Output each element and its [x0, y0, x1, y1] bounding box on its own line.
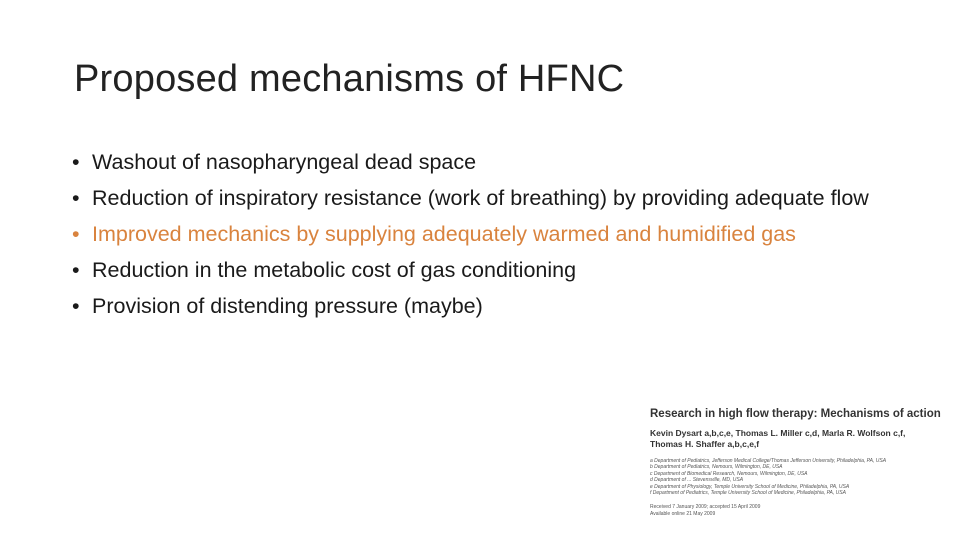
bullet-item	[72, 183, 892, 213]
available-line: Available online 21 May 2009	[650, 510, 716, 517]
bullet-item	[72, 291, 892, 321]
reference-authors-line: Thomas H. Shaffer a,b,c,e,f	[650, 439, 760, 449]
bullet-text: Reduction of inspiratory resistance (work of breathing) by providing adequate flow	[92, 186, 869, 210]
reference-authors	[650, 428, 950, 450]
bullet-text: Reduction in the metabolic cost of gas conditioning	[92, 258, 577, 282]
affiliation-line: f Department of Pediatrics, Temple University School of Medicine, Philadelphia, PA, USA	[650, 490, 846, 497]
received-line: Received 7 January 2009; accepted 15 April 2009	[650, 504, 761, 511]
affiliation-line: c Department of Biomedical Research, Nemours, Wilmington, DE, USA	[650, 470, 808, 477]
reference-clipping	[650, 408, 950, 538]
reference-dates	[650, 504, 950, 517]
bullet-dot: •	[72, 222, 80, 246]
affiliation-line: a Department of Pediatrics, Jefferson Medical College/Thomas Jefferson University, Philadelphia, PA, USA	[650, 458, 887, 464]
reference-affiliations	[650, 458, 950, 496]
bullet-dot: •	[72, 150, 80, 174]
bullet-item	[72, 147, 892, 177]
bullet-dot: •	[72, 258, 80, 282]
bullet-text: Improved mechanics by supplying adequately warmed and humidified gas	[92, 222, 796, 246]
bullet-text: Washout of nasopharyngeal dead space	[92, 150, 477, 174]
bullet-list	[72, 147, 892, 327]
reference-title: Research in high flow therapy: Mechanisms of action	[650, 408, 941, 420]
bullet-item-highlighted	[72, 219, 892, 249]
slide-title: Proposed mechanisms of HFNC	[74, 58, 625, 100]
affiliation-line: d Department of ... Stevensville, MD, USA	[650, 477, 744, 484]
bullet-dot: •	[72, 186, 80, 210]
affiliation-line: b Department of Pediatrics, Nemours, Wilmington, DE, USA	[650, 464, 783, 471]
bullet-item	[72, 255, 892, 285]
bullet-dot: •	[72, 294, 80, 318]
affiliation-line: e Department of Physiology, Temple University School of Medicine, Philadelphia, PA, USA	[650, 483, 850, 490]
bullet-text: Provision of distending pressure (maybe)	[92, 294, 483, 318]
reference-authors-line: Kevin Dysart a,b,c,e, Thomas L. Miller c,d, Marla R. Wolfson c,f,	[650, 428, 906, 438]
